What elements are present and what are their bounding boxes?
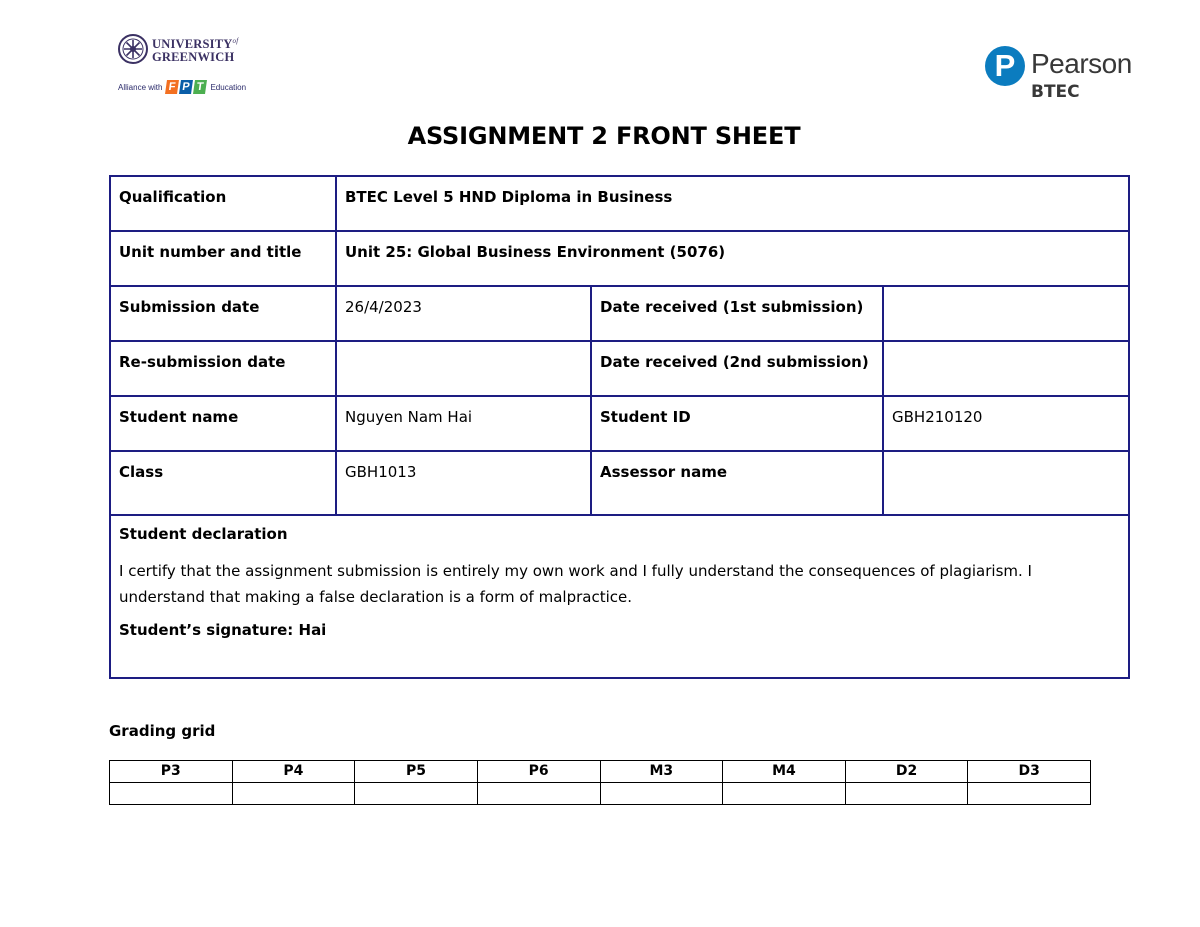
grade-header-d2: D2 [845,761,968,783]
grade-header-d3: D3 [968,761,1091,783]
date-received-1-value [883,286,1129,341]
university-of-greenwich-logo [114,32,254,102]
date-received-2-label: Date received (2nd submission) [591,341,883,396]
grade-header-p3: P3 [110,761,233,783]
greenwich-wordmark: $UNIVERSITY^{of}$ GREENWICH [152,37,239,65]
submission-date-label: Submission date [110,286,336,341]
front-sheet-table [109,175,1130,679]
submission-date-value: 26/4/2023 [336,286,591,341]
grade-value-d3 [968,783,1091,805]
student-name-label: Student name [110,396,336,451]
class-value: GBH1013 [336,451,591,515]
alliance-prefix: Alliance with [118,82,163,92]
date-received-1-label: Date received (1st submission) [591,286,883,341]
student-row [110,396,1129,451]
grade-value-m4 [723,783,846,805]
grading-grid-value-row [110,783,1091,805]
declaration-text: I certify that the assignment submission is entirely my own work and I fully understand the consequences of plagiarism. I understand that making a false declaration is a form of malpractice. [119,562,1032,606]
page-title: ASSIGNMENT 2 FRONT SHEET [407,122,801,150]
qualification-value: BTEC Level 5 HND Diploma in Business [336,176,1129,231]
btec-wordmark: BTEC [1031,82,1080,102]
student-declaration [110,515,1129,678]
grade-header-m3: M3 [600,761,723,783]
resubmission-date-label: Re-submission date [110,341,336,396]
class-label: Class [110,451,336,515]
student-id-label: Student ID [591,396,883,451]
alliance-suffix: Education [210,82,247,92]
grade-value-d2 [845,783,968,805]
fpt-alliance-line [118,78,246,96]
resubmission-row [110,341,1129,396]
grade-value-p3 [110,783,233,805]
declaration-row [110,515,1129,678]
assessor-name-label: Assessor name [591,451,883,515]
unit-row [110,231,1129,286]
grade-header-p5: P5 [355,761,478,783]
grade-header-m4: M4 [723,761,846,783]
assessor-name-value [883,451,1129,515]
grade-value-p4 [232,783,355,805]
grading-grid-title: Grading grid [109,722,216,740]
grading-grid-header-row [110,761,1091,783]
fpt-letter-t: T [193,80,207,94]
fpt-letter-f: F [165,80,179,94]
student-name-value: Nguyen Nam Hai [336,396,591,451]
greenwich-seal-icon [118,34,148,64]
grade-header-p6: P6 [477,761,600,783]
date-received-2-value [883,341,1129,396]
qualification-label: Qualification [110,176,336,231]
unit-label: Unit number and title [110,231,336,286]
pearson-wordmark: Pearson [1031,48,1132,79]
unit-value: Unit 25: Global Business Environment (5076) [336,231,1129,286]
fpt-letter-p: P [179,80,193,94]
submission-row [110,286,1129,341]
pearson-p-icon: P [985,46,1025,86]
pearson-btec-logo [985,44,1135,106]
grade-value-p6 [477,783,600,805]
grade-value-m3 [600,783,723,805]
grade-header-p4: P4 [232,761,355,783]
student-signature: Student’s signature: Hai [119,621,327,639]
qualification-row [110,176,1129,231]
fpt-logo [166,80,206,94]
class-row [110,451,1129,515]
resubmission-date-value [336,341,591,396]
grading-grid-table [109,760,1091,805]
student-id-value: GBH210120 [883,396,1129,451]
grade-value-p5 [355,783,478,805]
declaration-title: Student declaration [119,525,288,543]
